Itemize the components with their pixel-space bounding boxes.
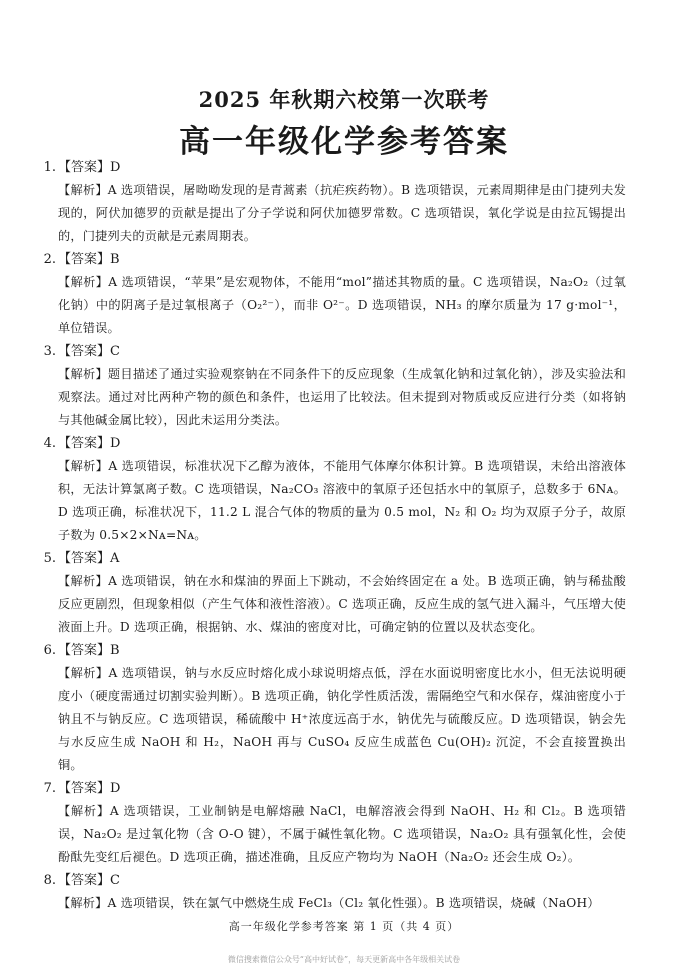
- explanation-text: 【解析】A 选项错误，“苹果”是宏观物体，不能用“mol”描述其物质的量。C 选项错误，Na₂O₂（过氧化钠）中的阴离子是过氧根离子（O₂²⁻），而非 O²⁻。D 选项错误，NH₃ 的摩尔质量为 17 g·mol⁻¹，单位错误。: [58, 275, 626, 335]
- explanation-text: 【解析】A 选项错误，铁在氯气中燃烧生成 FeCl₃（Cl₂ 氧化性强）。B 选项错误，烧碱（NaOH）: [58, 896, 600, 910]
- explanation-text: 【解析】A 选项错误，标准状况下乙醇为液体，不能用气体摩尔体积计算。B 选项错误，未给出溶液体积，无法计算氯离子数。C 选项错误，Na₂CO₃ 溶液中的氧原子还包括水中的氧原子，总数多于 6Nᴀ。D 选项正确，标准状况下，11.2 L 混合气体的物质的量为 0.5 mol，N₂ 和 O₂ 均为双原子分子，故原子数为 0.5×2×Nᴀ=Nᴀ。: [58, 459, 626, 542]
- explanation-text: 【解析】A 选项错误，钠与水反应时熔化成小球说明熔点低，浮在水面说明密度比水小，但无法说明硬度小（硬度需通过切割实验判断）。B 选项正确，钠化学性质活泼，需隔绝空气和水保存，煤油密度小于钠且不与钠反应。C 选项错误，稀硫酸中 H⁺浓度远高于水，钠优先与硫酸反应。D 选项错误，钠会先与水反应生成 NaOH 和 H₂，NaOH 再与 CuSO₄ 反应生成蓝色 Cu(OH)₂ 沉淀，不会直接置换出铜。: [58, 666, 626, 772]
- page-footer: 高一年级化学参考答案 第 1 页（共 4 页）: [228, 920, 460, 933]
- answer-line: [43, 869, 626, 892]
- explanation-text: 【解析】A 选项错误，钠在水和煤油的界面上下跳动，不会始终固定在 a 处。B 选项正确，钠与稀盐酸反应更剧烈，但现象相似（产生气体和液性溶液）。C 选项正确，反应生成的氢气进入漏斗，气压增大使液面上升。D 选项正确，根据钠、水、煤油的密度对比，可确定钠的位置以及状态变化。: [58, 574, 626, 634]
- answer-line: [43, 639, 626, 662]
- answer-line: [43, 156, 626, 179]
- footer-note: 微信搜索微信公众号“高中好试卷”，每天更新高中各年级相关试卷: [227, 955, 461, 964]
- answer-line: [43, 547, 626, 570]
- question-block: [43, 547, 626, 639]
- answer-value: 【答案】C: [58, 344, 120, 359]
- answer-value: 【答案】C: [58, 873, 120, 888]
- question-block: [43, 432, 626, 547]
- page-title: 高一年级化学参考答案: [179, 124, 509, 160]
- explanation-text: 【解析】A 选项错误，工业制钠是电解熔融 NaCl，电解溶液会得到 NaOH、H₂ 和 Cl₂。B 选项错误，Na₂O₂ 是过氧化物（含 O-O 键），不属于碱性氧化物。C 选项错误，Na₂O₂ 具有强氧化性，会使酚酞先变红后褪色。D 选项正确，描述准确，且反应产物均为 NaOH（Na₂O₂ 还会生成 O₂）。: [58, 804, 626, 864]
- question-block: [43, 869, 626, 915]
- answer-value: 【答案】B: [58, 643, 120, 658]
- answer-line: [43, 248, 626, 271]
- question-number: 3.: [43, 344, 56, 359]
- answer-list: [43, 156, 626, 915]
- question-block: [43, 248, 626, 340]
- question-number: 6.: [43, 643, 56, 658]
- question-number: 1.: [43, 160, 56, 175]
- question-number: 4.: [43, 436, 56, 451]
- question-block: [43, 340, 626, 432]
- answer-value: 【答案】D: [58, 781, 121, 796]
- exam-subtitle: 2025 年秋期六校第一次联考: [198, 87, 490, 112]
- answer-value: 【答案】D: [58, 436, 121, 451]
- answer-line: [43, 432, 626, 455]
- explanation-text: 【解析】题目描述了通过实验观察钠在不同条件下的反应现象（生成氧化钠和过氧化钠），涉及实验法和观察法。通过对比两种产物的颜色和条件，也运用了比较法。但未提到对物质或反应进行分类（如将钠与其他碱金属比较），因此未运用分类法。: [58, 367, 626, 427]
- answer-value: 【答案】A: [58, 551, 120, 566]
- question-block: [43, 639, 626, 777]
- explanation-text: 【解析】A 选项错误，屠呦呦发现的是青蒿素（抗疟疾药物）。B 选项错误，元素周期律是由门捷列夫发现的，阿伏加德罗的贡献是提出了分子学说和阿伏加德罗常数。C 选项错误，氧化学说是由拉瓦锡提出的，门捷列夫的贡献是元素周期表。: [58, 183, 626, 243]
- question-number: 2.: [43, 252, 56, 267]
- answer-line: [43, 777, 626, 800]
- question-block: [43, 777, 626, 869]
- answer-value: 【答案】B: [58, 252, 120, 267]
- question-number: 5.: [43, 551, 56, 566]
- question-number: 7.: [43, 781, 56, 796]
- answer-value: 【答案】D: [58, 160, 121, 175]
- question-block: [43, 156, 626, 248]
- question-number: 8.: [43, 873, 56, 888]
- answer-line: [43, 340, 626, 363]
